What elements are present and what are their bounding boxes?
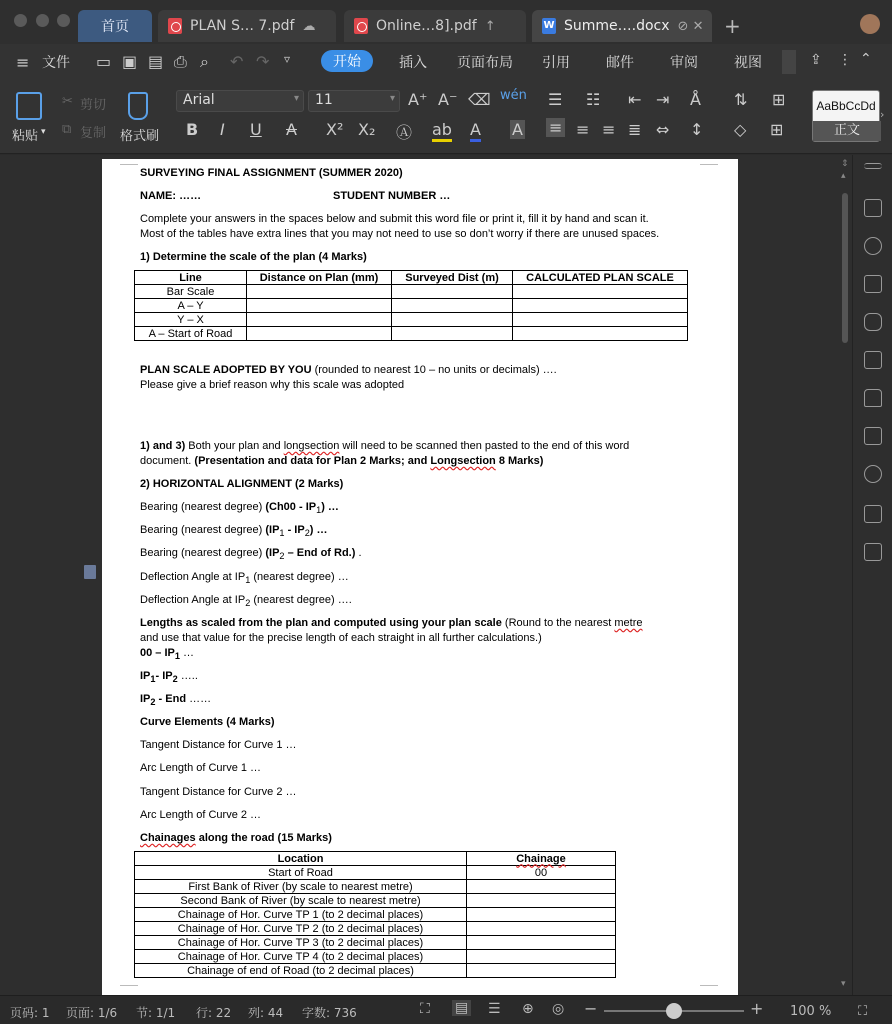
bearing-1: Bearing (nearest degree) $(Ch00 - IP_1)$ … (140, 501, 339, 516)
phonetic-guide-icon[interactable]: wén (500, 88, 527, 103)
history-icon[interactable] (864, 465, 882, 483)
q13-text: will need to be scanned then pasted to the end of this word (339, 440, 630, 452)
format-painter-button[interactable]: 格式刷 (120, 129, 160, 144)
shading-icon[interactable]: ◇ (734, 120, 747, 139)
table-cell[interactable] (392, 299, 513, 313)
arc-curve-2: Arc Length of Curve 2 … (140, 809, 262, 821)
bearing-3: Bearing (nearest degree) ($IP_2$ – End of Rd.) . (140, 547, 362, 562)
length-00-ip1: $00 - IP_1$ … (140, 647, 195, 662)
image-user-icon[interactable] (864, 505, 882, 523)
q13-text: Both your plan and (185, 440, 284, 452)
lengths-label: Lengths as scaled from the plan and computed using your plan scale (140, 617, 502, 629)
text-effect-icon[interactable]: Ⓐ (396, 123, 413, 142)
status-page-code[interactable]: 页码: 1 (10, 1006, 50, 1020)
zoom-window-button[interactable] (57, 14, 70, 27)
picture-icon[interactable] (864, 543, 882, 561)
font-name-select[interactable]: Arial ▾ (176, 90, 304, 112)
select-pointer-icon[interactable] (864, 351, 882, 369)
underline-icon[interactable]: U (250, 120, 262, 139)
table-cell[interactable] (467, 950, 616, 964)
shrink-font-icon[interactable]: A⁻ (438, 90, 458, 109)
student-number-field: STUDENT NUMBER … (333, 190, 451, 202)
table-cell[interactable] (467, 936, 616, 950)
table-cell: Chainage of Hor. Curve TP 4 (to 2 decimal places) (135, 950, 467, 964)
tab-plan-pdf[interactable] (158, 10, 336, 42)
status-column: 列: 44 (248, 1006, 284, 1020)
focus-mode-icon[interactable]: ⛶ (420, 1001, 430, 1017)
length-dots: …… (186, 693, 212, 705)
lengths-line-2: and use that value for the precise length of each straight in all further calculations.) (140, 632, 542, 644)
close-tab-icon[interactable]: ⊘ ✕ (677, 18, 704, 34)
plan-scale-adopted (140, 364, 557, 376)
curve-elements-heading: Curve Elements (4 Marks) (140, 716, 275, 728)
table-row (135, 894, 616, 908)
q13-marks: 8 Marks) (495, 455, 544, 467)
scrollbar-thumb[interactable] (842, 193, 848, 343)
bearing-2: Bearing (nearest degree) $(IP_1 - IP_2)$ … (140, 524, 328, 539)
zoom-slider-thumb[interactable] (666, 1003, 682, 1019)
align-right-icon[interactable]: ≡ (602, 120, 616, 139)
clear-format-icon[interactable]: ⌫ (468, 90, 491, 109)
table-cell[interactable] (513, 299, 688, 313)
bearing-range: (IP (265, 547, 280, 559)
tab-online-pdf[interactable] (344, 10, 526, 42)
print-icon[interactable]: ⎙ (174, 52, 187, 71)
navigation-pane-icon[interactable] (84, 565, 96, 579)
print-preview-icon[interactable]: ⌕ (200, 52, 209, 71)
status-word-count[interactable]: 字数: 736 (302, 1006, 357, 1020)
menu-page-layout[interactable]: 页面布局 (457, 55, 513, 71)
table-cell: Chainage of Hor. Curve TP 3 (to 2 decimal places) (135, 936, 467, 950)
share-icon[interactable]: ⇪ (810, 52, 822, 68)
numbering-icon[interactable]: ☷ (586, 90, 601, 109)
line-spacing-icon[interactable]: ↕ (690, 120, 704, 139)
tab-label: PLAN S… 7.pdf (190, 18, 295, 34)
table-header: Distance on Plan (mm) (247, 271, 392, 285)
highlight-icon[interactable]: ab (432, 120, 452, 142)
table-cell[interactable] (247, 313, 392, 327)
document-page[interactable] (102, 159, 738, 995)
scroll-up-icon[interactable]: ▴ (841, 171, 846, 181)
zoom-level[interactable]: 100 % (790, 1004, 832, 1019)
superscript-icon[interactable]: X² (326, 120, 344, 139)
bearing-range: - IP (284, 524, 305, 536)
style-normal[interactable] (812, 90, 880, 142)
question-1-3-line-2 (140, 455, 543, 467)
minimize-window-button[interactable] (36, 14, 49, 27)
menu-mailings[interactable]: 邮件 (606, 55, 634, 71)
q13-label: 1) and 3) (140, 440, 186, 452)
question-1-heading: 1) Determine the scale of the plan (4 Marks) (140, 251, 367, 263)
cut-icon[interactable]: ✂ (62, 94, 73, 109)
deflection-note: (nearest degree) … (250, 571, 349, 583)
table-cell[interactable] (247, 285, 392, 299)
tab-summer-docx[interactable] (532, 10, 712, 42)
table-cell[interactable] (392, 285, 513, 299)
save-icon[interactable]: ▣ (122, 52, 138, 71)
task-pane-menu-icon[interactable] (864, 163, 882, 169)
title-bar (0, 0, 892, 44)
table-cell[interactable] (467, 908, 616, 922)
tab-label: 首页 (101, 19, 129, 35)
question-1-3-line-1 (140, 440, 629, 452)
length-label: IP (140, 670, 151, 682)
close-window-button[interactable] (14, 14, 27, 27)
table-cell[interactable] (467, 894, 616, 908)
intro-line-2: Most of the tables have extra lines that you may not need to use so don’t worry if there are unused spaces. (140, 228, 660, 240)
bearing-label: Bearing (nearest degree) (140, 501, 266, 513)
vertical-scrollbar[interactable] (838, 155, 852, 995)
adopted-label: PLAN SCALE ADOPTED BY YOU (140, 364, 312, 376)
align-center-icon[interactable]: ≡ (576, 120, 590, 139)
table-row (135, 313, 688, 327)
tab-label: Online…8].pdf (376, 18, 477, 34)
distributed-icon[interactable]: ⇔ (656, 120, 670, 139)
bearing-range: ) … (309, 524, 328, 536)
table-cell[interactable] (392, 327, 513, 341)
chainages-marks: along the road (15 Marks) (195, 832, 332, 844)
font-color-icon[interactable]: A (470, 120, 481, 142)
lengths-note: (Round to the nearest (501, 617, 615, 629)
question-2-heading: 2) HORIZONTAL ALIGNMENT (2 Marks) (140, 478, 344, 490)
deflection-note: (nearest degree) …. (250, 594, 352, 606)
table-cell[interactable] (247, 299, 392, 313)
lengths-line-1 (140, 617, 643, 629)
margin-mark (120, 159, 138, 165)
copy-icon[interactable]: ⧉ (62, 122, 72, 137)
chainages-label: Chainages (140, 832, 196, 844)
collapse-ribbon-icon[interactable]: ⌃ (860, 51, 872, 67)
table-cell: Y – X (135, 313, 247, 327)
chainages-heading (140, 832, 332, 844)
table-cell: Start of Road (135, 866, 467, 880)
bold-icon[interactable]: B (186, 120, 199, 139)
status-row: 行: 22 (196, 1006, 232, 1020)
hamburger-icon[interactable]: ≡ (16, 53, 30, 72)
adopted-note: (rounded to nearest 10 – no units or decimals) …. (311, 364, 557, 376)
chainage-table (134, 851, 616, 978)
table-cell: Second Bank of River (by scale to nearest metre) (135, 894, 467, 908)
status-section: 节: 1/1 (136, 1006, 176, 1020)
new-tab-button[interactable]: + (724, 14, 741, 38)
edit-icon[interactable] (864, 199, 882, 217)
arc-curve-1: Arc Length of Curve 1 … (140, 762, 262, 774)
status-bar (0, 995, 892, 1024)
protect-icon[interactable] (864, 313, 882, 331)
table-row (135, 964, 616, 978)
length-dots: ….. (177, 670, 198, 682)
zoom-in-button[interactable]: + (750, 999, 764, 1018)
menu-insert[interactable]: 插入 (399, 55, 427, 71)
q13-marks: (Presentation and data for Plan 2 Marks; and (194, 455, 431, 467)
tab-label: Summe….docx (564, 18, 670, 34)
table-cell[interactable] (513, 285, 688, 299)
more-icon[interactable]: ⋮ (838, 52, 852, 68)
table-header: Line (135, 271, 247, 285)
table-row (135, 908, 616, 922)
outline-view-icon[interactable]: ☰ (488, 1001, 501, 1017)
margin-mark (120, 985, 138, 991)
bearing-label: Bearing (nearest degree) (140, 524, 266, 536)
length-label: 00 – IP (140, 647, 175, 659)
upload-icon: ↑ (484, 18, 496, 34)
table-row (135, 950, 616, 964)
table-cell: Bar Scale (135, 285, 247, 299)
table-row (135, 299, 688, 313)
eye-protection-icon[interactable]: ◎ (552, 1001, 565, 1017)
sort-icon[interactable]: ⇅ (734, 90, 748, 109)
table-cell: A – Y (135, 299, 247, 313)
menu-home[interactable]: 开始 (321, 50, 373, 72)
margin-mark (700, 159, 718, 165)
bearing-label: Bearing (nearest degree) (140, 547, 266, 559)
table-row (135, 285, 688, 299)
increase-indent-icon[interactable]: ⇥ (656, 90, 670, 109)
bearing-range: ) … (321, 501, 339, 513)
margin-mark (700, 985, 718, 991)
table-cell[interactable] (513, 327, 688, 341)
status-page[interactable]: 页面: 1/6 (66, 1006, 118, 1020)
export-pdf-icon[interactable]: ▤ (148, 52, 164, 71)
table-row (135, 880, 616, 894)
subscript-icon[interactable]: X₂ (358, 120, 376, 139)
word-file-icon: W (542, 18, 556, 34)
scroll-split-icon[interactable]: ⇕ (841, 159, 849, 169)
table-cell: A – Start of Road (135, 327, 247, 341)
tab-home[interactable] (78, 10, 152, 42)
tangent-curve-1: Tangent Distance for Curve 1 … (140, 739, 297, 751)
bearing-dots: . (355, 547, 362, 559)
table-header: Surveyed Dist (m) (392, 271, 513, 285)
cut-button[interactable]: 剪切 (80, 98, 107, 113)
open-folder-icon[interactable]: ▭ (96, 52, 112, 71)
lengths-note: metre (614, 617, 643, 629)
q13-longsection: Longsection (430, 455, 496, 467)
style-format-icon[interactable] (864, 275, 882, 293)
bearing-range: – End of Rd.) (284, 547, 356, 559)
menu-scroll-right[interactable] (782, 50, 796, 74)
table-cell: Chainage of Hor. Curve TP 1 (to 2 decimal places) (135, 908, 467, 922)
length-label: - IP (155, 670, 173, 682)
settings-sliders-icon[interactable] (864, 427, 882, 445)
paste-button[interactable]: 粘贴 (12, 129, 39, 144)
q13-text: document. (140, 455, 195, 467)
format-painter-icon[interactable] (128, 92, 148, 120)
table-cell[interactable] (467, 880, 616, 894)
table-header: Location (135, 852, 467, 866)
paste-icon[interactable] (16, 92, 42, 120)
table-header: CALCULATED PLAN SCALE (513, 271, 688, 285)
show-marks-icon[interactable]: ⊞ (772, 90, 786, 109)
ribbon (0, 80, 892, 154)
style-scroll-icon[interactable]: › (880, 108, 885, 121)
lock-icon[interactable] (864, 389, 882, 407)
bearing-range: (IP (265, 524, 280, 536)
q13-longsection: longsection (283, 440, 340, 452)
customize-toolbar-icon[interactable]: ▿ (284, 52, 291, 66)
decrease-indent-icon[interactable]: ⇤ (628, 90, 642, 109)
table-cell[interactable]: 00 (467, 866, 616, 880)
deflection-2: Deflection Angle at $IP_2$ (nearest degree) …. (140, 594, 352, 609)
undo-icon[interactable]: ↶ (230, 52, 244, 71)
table-row (135, 922, 616, 936)
table-cell: Chainage of end of Road (to 2 decimal places) (135, 964, 467, 978)
font-size-select[interactable]: 11 ▾ (308, 90, 400, 112)
length-label: IP (140, 693, 151, 705)
table-cell[interactable] (467, 964, 616, 978)
shapes-icon[interactable] (864, 237, 882, 255)
menu-view[interactable]: 视图 (734, 55, 762, 71)
char-shading-icon[interactable]: A (512, 120, 523, 139)
pdf-file-icon (168, 18, 182, 34)
menu-review[interactable]: 审阅 (670, 55, 698, 71)
deflection-1: Deflection Angle at $IP_1$ (nearest degree) … (140, 571, 349, 586)
table-cell[interactable] (513, 313, 688, 327)
scale-table (134, 270, 688, 341)
table-row (135, 866, 616, 880)
text-direction-icon[interactable]: Å (690, 90, 701, 109)
document-workspace (0, 155, 838, 995)
intro-line-1: Complete your answers in the spaces below and submit this word file or print it, fill it by hand and scan it. (140, 213, 649, 225)
tangent-curve-2: Tangent Distance for Curve 2 … (140, 786, 297, 798)
copy-button[interactable]: 复制 (80, 126, 107, 141)
italic-icon[interactable]: I (220, 120, 225, 139)
name-field: NAME: …… (140, 190, 202, 202)
deflection-label: Deflection Angle at IP (140, 594, 246, 606)
scale-reason: Please give a brief reason why this scale was adopted (140, 379, 405, 391)
strikethrough-icon[interactable]: A (286, 120, 297, 139)
align-left-icon[interactable]: ≡ (546, 118, 565, 137)
bullets-icon[interactable]: ☰ (548, 90, 563, 109)
table-cell: First Bank of River (by scale to nearest metre) (135, 880, 467, 894)
pdf-file-icon (354, 18, 368, 34)
grow-font-icon[interactable]: A⁺ (408, 90, 428, 109)
table-row (135, 327, 688, 341)
borders-icon[interactable]: ⊞ (770, 120, 784, 139)
paste-dropdown-icon[interactable]: ▾ (41, 127, 46, 137)
bearing-range: (Ch00 - IP (265, 501, 317, 513)
length-ip1-ip2: $IP_1-$ $IP_2$ ….. (140, 670, 198, 685)
zoom-out-button[interactable]: − (584, 999, 598, 1018)
deflection-label: Deflection Angle at IP (140, 571, 246, 583)
avatar[interactable] (860, 14, 880, 34)
table-cell: Chainage of Hor. Curve TP 2 (to 2 decimal places) (135, 922, 467, 936)
table-row (135, 936, 616, 950)
menu-bar (0, 44, 892, 80)
style-preview: AaBbCcDd (816, 99, 876, 113)
table-header: Chainage (467, 852, 616, 866)
menu-references[interactable]: 引用 (542, 55, 570, 71)
length-label: - End (155, 693, 187, 705)
style-name: 正文 (813, 121, 881, 141)
redo-icon[interactable]: ↷ (256, 52, 270, 71)
table-cell[interactable] (247, 327, 392, 341)
web-view-icon[interactable]: ⊕ (522, 1001, 534, 1017)
menu-file[interactable]: 文件 (42, 55, 70, 71)
fullscreen-icon[interactable]: ⛶ (858, 1004, 868, 1019)
page-view-icon[interactable]: ▤ (452, 1000, 471, 1016)
cloud-icon: ☁ (302, 18, 316, 34)
right-task-pane (852, 155, 892, 995)
table-cell[interactable] (392, 313, 513, 327)
table-cell[interactable] (467, 922, 616, 936)
scroll-down-icon[interactable]: ▾ (841, 979, 846, 989)
doc-title: SURVEYING FINAL ASSIGNMENT (SUMMER 2020) (140, 167, 403, 179)
length-ip2-end: $IP_2$ - End …… (140, 693, 212, 708)
justify-icon[interactable]: ≣ (628, 120, 642, 139)
length-dots: … (179, 647, 195, 659)
